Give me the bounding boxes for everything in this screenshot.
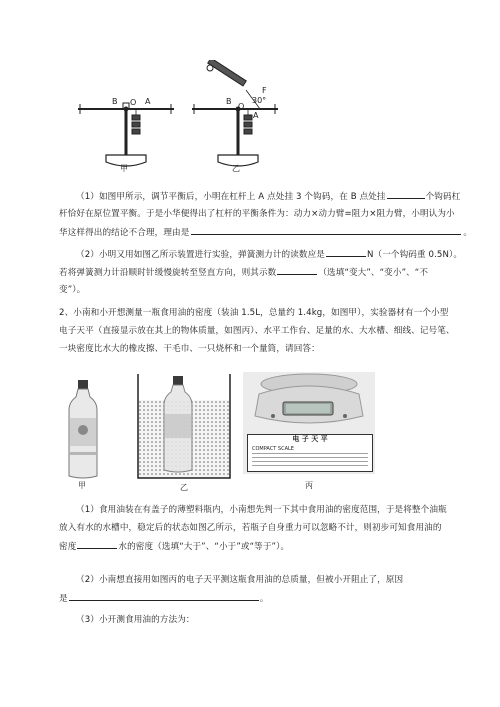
s2-line1: （2）小南想直接用如图丙的电子天平测这瓶食用油的总质量，但被小开阻止了，原因 [76,575,404,585]
s2-text-a: 是 [59,594,68,604]
caption-fig-bing: 丙 [305,481,313,490]
q1-blank-1[interactable] [387,188,425,199]
s2-line2 [59,590,268,608]
caption-fig-yi: 乙 [180,483,188,492]
q2-line1 [76,246,462,264]
lever-letter-o: O [130,98,137,107]
q1-line2: 杆恰好在原位置平衡。于是小华便得出了杠杆的平衡条件为：动力×动力臂=阻力×阻力臂，小明认为小 [59,209,455,219]
caption-yi: 乙 [232,164,240,173]
q1-text-b: 个钩码杠 [425,192,461,202]
s3-line1: （3）小开测食用油的方法为： [76,615,195,625]
s2-text-b: 。 [259,594,269,604]
q1-line1 [76,188,460,206]
p2-line1: 2、小南和小开想测量一瓶食用油的密度（装油 1.5L，总量约 1.4kg，如图甲），实验器材有一个小型 [59,308,449,318]
q2-line3: 变”）。 [59,285,86,295]
s1-text-b: 水的密度（选填“大于”、“小于”或“等于”）。 [118,542,290,552]
scale-brand: COMPACT SCALE [252,446,294,452]
q1-text-d: 。 [463,228,473,238]
q2-blank-1[interactable] [326,246,366,257]
caption-fig-jia: 甲 [78,481,86,490]
s1-blank[interactable] [77,538,117,549]
q2-text-d: （选填“变大”、“变小”、“不 [318,268,429,278]
s2-blank[interactable] [69,590,259,601]
q1-blank-2[interactable] [191,224,461,235]
q1-text-c: 华这样得出的结论不合理，理由是 [59,228,190,238]
lever-letter-a: A [145,97,151,106]
scale-title: 电 子 天 平 [292,435,328,443]
scale-label-specs [252,453,368,467]
q2-text-b: N（一个钩码重 0.5N）。 [367,250,463,260]
electronic-scale-photo [243,372,375,474]
lever-letter-o2: O [238,102,245,111]
scale-label-card [247,434,373,472]
q2-text-a: （2）小明又用如图乙所示装置进行实验，弹簧测力计的读数应是 [76,250,325,260]
s1-text-a: 密度 [59,542,77,552]
lever-figure [70,60,280,178]
s1-line1: （1）食用油装在有盖子的薄塑料瓶内，小南想先判一下其中食用油的密度范围，于是将整个油瓶 [76,505,447,515]
lever-angle: 30° [252,96,267,105]
s1-line3 [59,538,289,556]
p2-line2: 电子天平（直接显示放在其上的物体质量，如图丙）、水平工作台、足量的水、大水槽、细线、记号笔、 [59,326,455,336]
caption-jia: 甲 [120,164,128,173]
q1-line3 [59,224,472,242]
lever-letter-b2: B [226,97,232,106]
q2-blank-2[interactable] [277,264,317,275]
lever-yi [192,60,278,166]
q2-text-c: 若将弹簧测力计沿顺时针缓慢旋转至竖直方向，则其示数 [59,268,277,278]
lever-letter-f: F [262,86,267,95]
lever-jia [78,103,174,166]
q1-text-a: （1）如图甲所示，调节平衡后，小明在杠杆上 A 点处挂 3 个钩码，在 B 点处挂 [76,192,386,202]
q2-line2 [59,264,428,282]
lever-letter-b: B [112,97,118,106]
s1-line2: 放入有水的水槽中，稳定后的状态如图乙所示，若瓶子自身重力可以忽略不计，则初步可知食用油的 [59,523,442,533]
lever-letter-a2: A [253,111,259,120]
p2-line3: 一块密度比水大的橡皮擦、干毛巾、一只烧杯和一个量筒，请回答： [59,344,320,354]
water-tank-figure [134,372,234,482]
oil-bottle-figure [66,380,100,480]
